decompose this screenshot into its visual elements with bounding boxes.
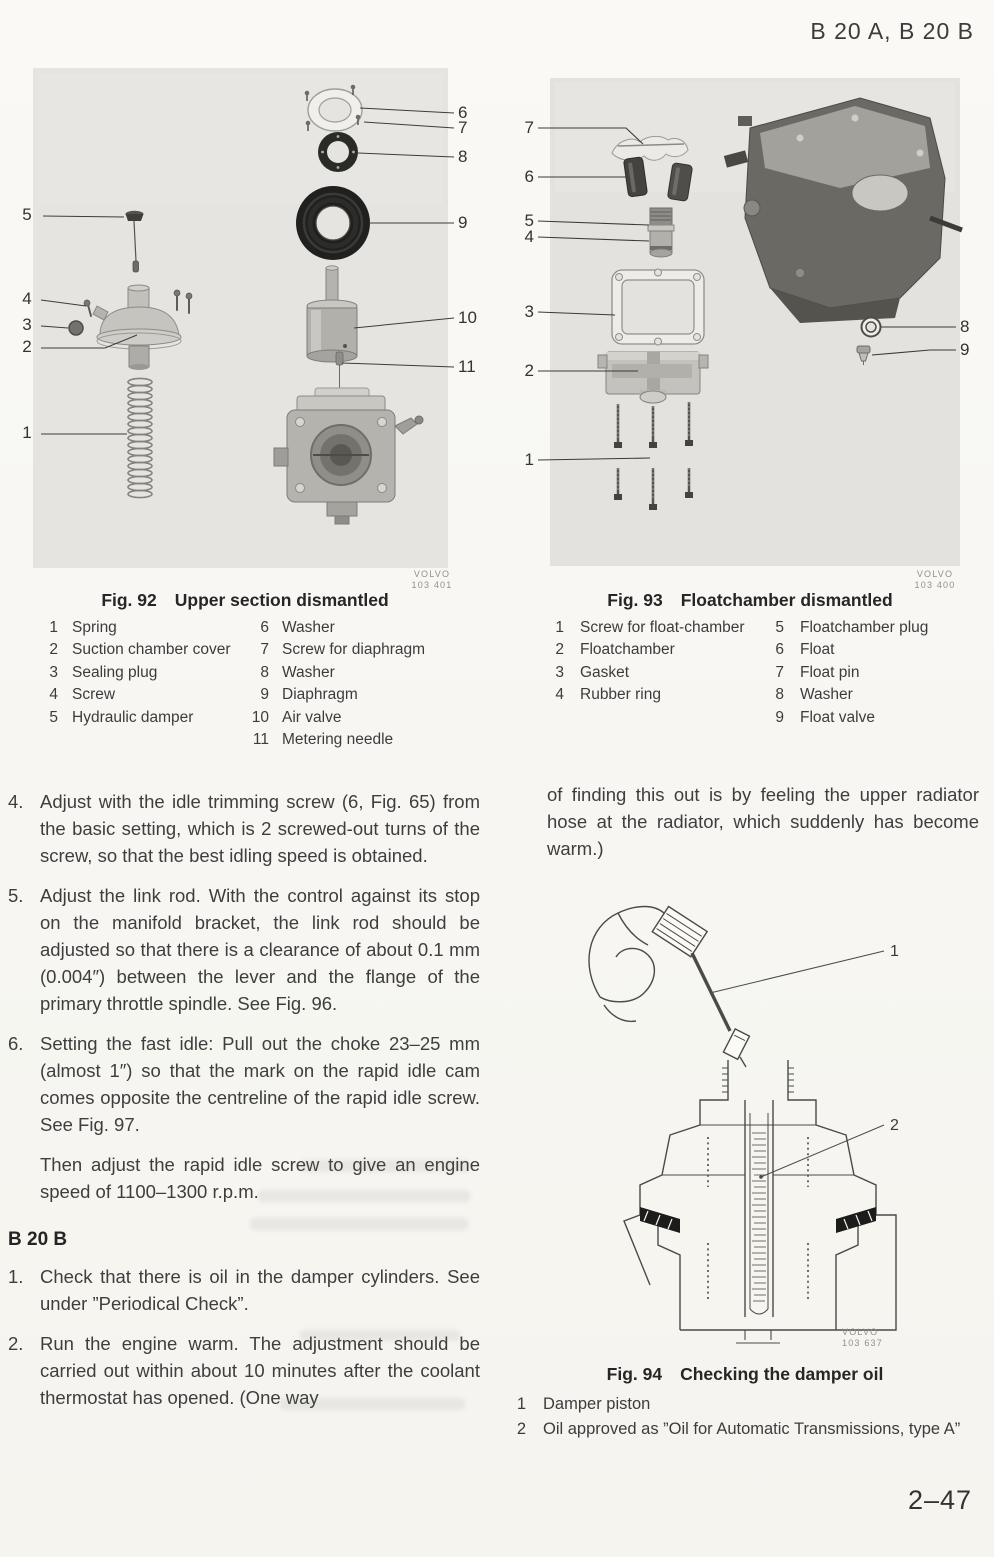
part-label: Damper piston bbox=[543, 1395, 651, 1413]
bleed-through-mark bbox=[258, 1190, 470, 1202]
part-label: Suction chamber cover bbox=[72, 641, 231, 659]
part-label: Floatchamber plug bbox=[800, 619, 929, 636]
part-list-item bbox=[548, 639, 753, 661]
damper-piston-illustration bbox=[692, 953, 749, 1067]
part-label: Air valve bbox=[282, 708, 342, 726]
part-label: Oil approved as ”Oil for Automatic Transmissions, type A” bbox=[543, 1420, 961, 1438]
part-number: 11 bbox=[252, 731, 269, 749]
right-column-paragraph: of finding this out is by feeling the upper radiator hose at the radiator, which suddenly has become warm.) bbox=[547, 784, 979, 859]
figure-94 bbox=[540, 885, 994, 1355]
part-list-item bbox=[770, 617, 990, 639]
part-number: 7 bbox=[775, 663, 784, 681]
part-list-item bbox=[770, 639, 990, 661]
part-number: 4 bbox=[555, 686, 564, 704]
fig93-caption bbox=[540, 590, 960, 611]
item-number: 1. bbox=[8, 1266, 24, 1287]
part-list-item bbox=[243, 662, 478, 684]
part-number: 3 bbox=[49, 663, 58, 681]
part-number: 2 bbox=[49, 641, 58, 659]
part-label: Diaphragm bbox=[282, 686, 358, 704]
fig94-caption bbox=[535, 1364, 955, 1385]
part-list-item bbox=[38, 639, 238, 661]
part-label: Washer bbox=[282, 619, 335, 636]
fig93-callout-5: 5 bbox=[524, 211, 534, 230]
fig94-credit-number: 103 637 bbox=[842, 1338, 883, 1348]
part-label: Metering needle bbox=[282, 731, 394, 749]
gasket-illustration bbox=[612, 269, 704, 345]
part-number: 8 bbox=[260, 663, 269, 681]
item-text: Adjust the link rod. With the control against its stop on the manifold bracket, the link rod should be adjusted so that there is a clearance of about 0.1 mm (0.004″) between the lever and the flange of the primary throttle spindle. See Fig. 96. bbox=[40, 885, 480, 1014]
fig92-callout-8: 8 bbox=[458, 147, 468, 166]
item-text: Run the engine warm. The adjustment should be carried out within about 10 minutes after the coolant thermostat has opened. (One way bbox=[40, 1333, 480, 1408]
fig92-callout-3: 3 bbox=[22, 315, 32, 334]
part-number: 1 bbox=[555, 619, 564, 636]
fig94-callout-1: 1 bbox=[890, 943, 899, 960]
part-label: Float pin bbox=[800, 663, 860, 681]
part-label: Washer bbox=[282, 663, 335, 681]
fig94-callout-2: 2 bbox=[890, 1117, 899, 1134]
bleed-through-mark bbox=[300, 1330, 460, 1341]
part-number: 8 bbox=[775, 686, 784, 704]
fig92-callout-11: 11 bbox=[458, 357, 476, 376]
fig93-callout-3: 3 bbox=[524, 302, 534, 321]
oil-hatch bbox=[752, 1133, 766, 1301]
part-list-item bbox=[548, 617, 753, 639]
part-list-item bbox=[770, 707, 990, 729]
part-list-item bbox=[243, 729, 478, 751]
item-number: 2. bbox=[8, 1333, 24, 1354]
fig93-credit-number: 103 400 bbox=[914, 580, 956, 590]
page-number: 2–47 bbox=[908, 1485, 973, 1515]
fig93-caption-title: Floatchamber dismantled bbox=[680, 590, 893, 610]
part-label: Spring bbox=[72, 619, 117, 636]
fig92-callout-1: 1 bbox=[22, 423, 32, 442]
part-number: 5 bbox=[49, 708, 58, 726]
item-number: 4. bbox=[8, 791, 24, 812]
part-label: Hydraulic damper bbox=[72, 708, 194, 726]
continuation-paragraph: Then adjust the rapid idle screw to give an engine speed of 1100–1300 r.p.m. bbox=[40, 1154, 480, 1202]
part-label: Rubber ring bbox=[580, 686, 661, 704]
instruction-item-4 bbox=[8, 788, 480, 869]
item-number: 5. bbox=[8, 885, 24, 906]
fig93-credit-brand: VOLVO bbox=[916, 569, 954, 579]
part-list-item bbox=[243, 639, 478, 661]
part-number: 9 bbox=[775, 708, 784, 726]
fig92-callout-6: 6 bbox=[458, 103, 468, 122]
fig92-parts-column-2 bbox=[243, 617, 478, 751]
part-label: Washer bbox=[800, 686, 853, 704]
part-list-item bbox=[38, 707, 238, 729]
fig92-callout-10: 10 bbox=[458, 308, 477, 327]
bleed-through-mark bbox=[300, 1160, 470, 1172]
figure-93 bbox=[500, 58, 994, 598]
fig92-caption bbox=[35, 590, 455, 611]
fig92-credit-number: 103 401 bbox=[411, 580, 453, 590]
part-list-item bbox=[243, 707, 478, 729]
part-number: 2 bbox=[555, 641, 564, 659]
fig93-callout-4: 4 bbox=[524, 227, 534, 246]
figure-94-illustration bbox=[540, 885, 994, 1355]
instruction-item-5 bbox=[8, 882, 480, 1017]
part-list-item bbox=[770, 662, 990, 684]
instruction-item-6 bbox=[8, 1030, 480, 1138]
part-number: 6 bbox=[260, 619, 269, 636]
fig94-parts-list bbox=[512, 1392, 967, 1442]
figure-92-illustration bbox=[8, 58, 490, 598]
part-number: 4 bbox=[49, 686, 58, 704]
fig93-callout-2: 2 bbox=[524, 361, 534, 380]
part-list-item bbox=[512, 1417, 967, 1442]
part-label: Gasket bbox=[580, 663, 630, 681]
part-label: Screw for float-chamber bbox=[580, 619, 745, 636]
part-number: 2 bbox=[516, 1420, 526, 1438]
part-number: 3 bbox=[555, 663, 564, 681]
figure-93-illustration bbox=[500, 58, 994, 598]
fig92-callout-2: 2 bbox=[22, 337, 32, 356]
floatchamber-plug-illustration bbox=[648, 208, 674, 257]
fig92-parts-column-1 bbox=[38, 617, 238, 729]
fig93-callout-9: 9 bbox=[960, 340, 970, 359]
fig92-caption-title: Upper section dismantled bbox=[174, 590, 389, 610]
fig93-callout-6: 6 bbox=[524, 167, 534, 186]
left-column-text bbox=[8, 788, 480, 1424]
fig93-parts-column-2 bbox=[770, 617, 990, 729]
part-label: Screw bbox=[72, 686, 116, 704]
part-number: 1 bbox=[516, 1395, 526, 1413]
part-list-item bbox=[243, 684, 478, 706]
fig92-credit-brand: VOLVO bbox=[413, 569, 451, 579]
fig92-callout-7: 7 bbox=[458, 118, 468, 137]
item-text: Setting the fast idle: Pull out the choke 23–25 mm (almost 1″) so that the mark on the rapid idle cam comes opposite the centreline of the rapid idle screw. See Fig. 97. bbox=[40, 1033, 480, 1135]
washer-illustration bbox=[862, 318, 881, 337]
fig92-callout-5: 5 bbox=[22, 205, 32, 224]
part-list-item bbox=[512, 1392, 967, 1417]
part-list-item bbox=[548, 684, 753, 706]
bleed-through-mark bbox=[280, 1398, 465, 1410]
damper-cap-illustration bbox=[652, 907, 707, 957]
part-list-item bbox=[38, 684, 238, 706]
part-list-item bbox=[770, 684, 990, 706]
part-number: 1 bbox=[49, 619, 58, 636]
washer-illustration bbox=[318, 132, 358, 172]
diaphragm-illustration bbox=[296, 186, 370, 260]
bleed-through-mark bbox=[250, 1218, 468, 1230]
part-list-item bbox=[38, 662, 238, 684]
part-label: Float bbox=[800, 641, 835, 659]
part-list-item bbox=[38, 617, 238, 639]
part-number: 5 bbox=[775, 619, 784, 636]
part-number: 7 bbox=[260, 641, 269, 659]
part-list-item bbox=[243, 617, 478, 639]
fig94-caption-title: Checking the damper oil bbox=[680, 1364, 884, 1384]
part-number: 10 bbox=[251, 708, 269, 726]
figure-92 bbox=[8, 58, 490, 598]
part-label: Sealing plug bbox=[72, 663, 158, 681]
item-text: Adjust with the idle trimming screw (6, Fig. 65) from the basic setting, which is 2 screwed-out turns of the screw, so that the best idling speed is obtained. bbox=[40, 791, 480, 866]
fig93-callout-1: 1 bbox=[524, 450, 534, 469]
part-list-item bbox=[548, 662, 753, 684]
fig94-caption-number: Fig. 94 bbox=[606, 1364, 663, 1384]
section-heading-b20b: B 20 B bbox=[8, 1229, 68, 1250]
fig93-parts-column-1 bbox=[548, 617, 753, 707]
fig94-credit-brand: VOLVO bbox=[842, 1327, 879, 1337]
item-number: 6. bbox=[8, 1033, 24, 1054]
item-text: Check that there is oil in the damper cylinders. See under ”Periodical Check”. bbox=[40, 1266, 480, 1314]
fig92-callout-4: 4 bbox=[22, 289, 32, 308]
part-label: Floatchamber bbox=[580, 641, 675, 659]
callout-leader-lines bbox=[710, 951, 884, 1177]
part-number: 6 bbox=[775, 641, 784, 659]
fig92-callout-9: 9 bbox=[458, 213, 468, 232]
part-label: Screw for diaphragm bbox=[282, 641, 426, 659]
part-label: Float valve bbox=[800, 708, 875, 726]
fig93-caption-number: Fig. 93 bbox=[607, 590, 663, 610]
page-header-title: B 20 A, B 20 B bbox=[810, 18, 974, 44]
part-number: 9 bbox=[260, 686, 269, 704]
fig93-callout-7: 7 bbox=[524, 118, 534, 137]
fig93-callout-8: 8 bbox=[960, 317, 970, 336]
fig92-caption-number: Fig. 92 bbox=[101, 590, 157, 610]
b20b-item-1 bbox=[8, 1263, 480, 1317]
sealing-plug-illustration bbox=[69, 321, 83, 335]
